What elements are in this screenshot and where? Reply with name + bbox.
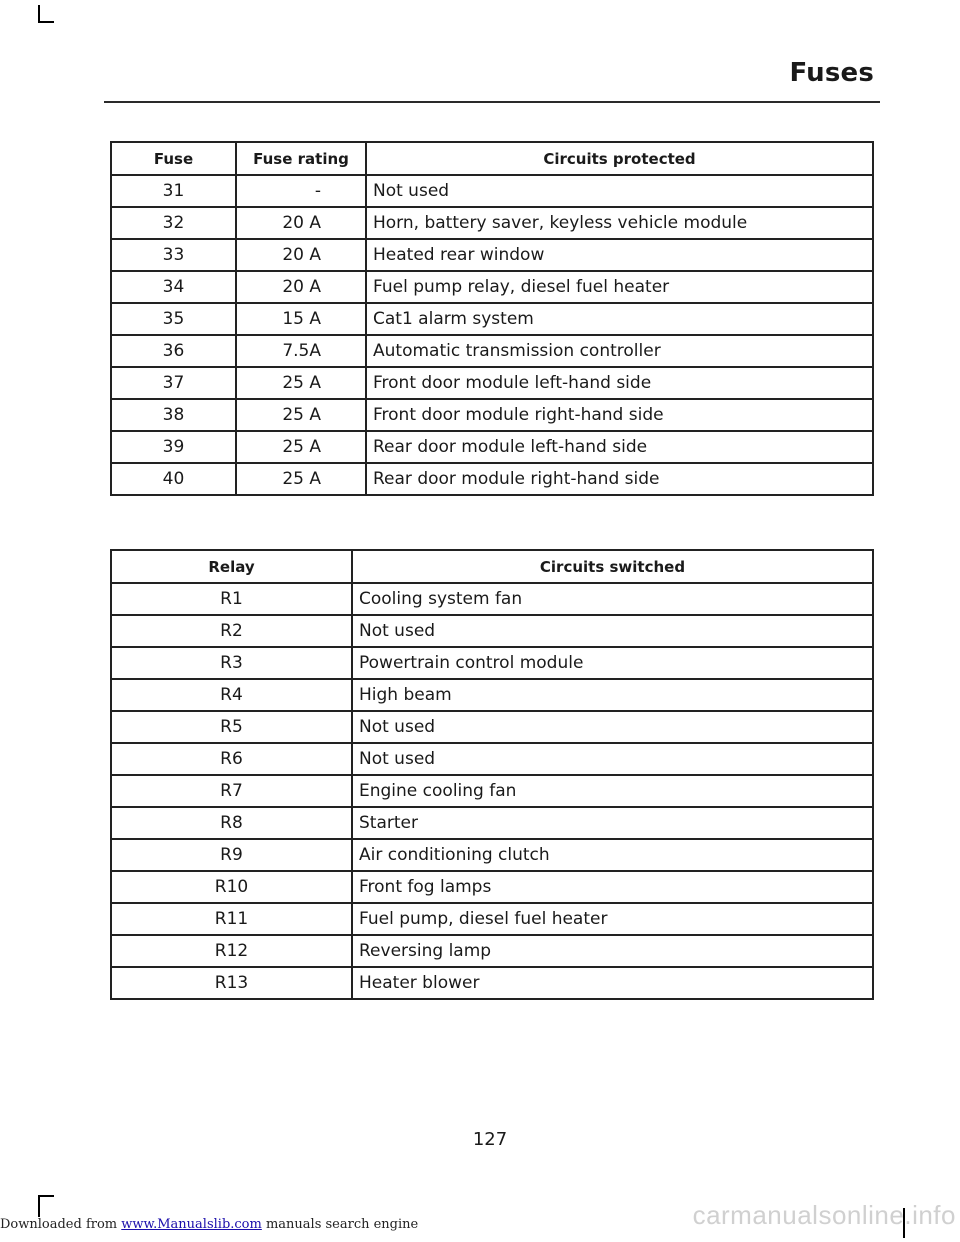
relay-table xyxy=(110,549,874,1000)
circuit-cell: Front fog lamps xyxy=(352,871,873,903)
fuse-number-cell: 39 xyxy=(111,431,236,463)
fuse-rating-cell: - xyxy=(236,175,366,207)
relay-id-cell: R11 xyxy=(111,903,352,935)
circuit-cell: Heater blower xyxy=(352,967,873,999)
table-row xyxy=(111,239,873,271)
page-number: 127 xyxy=(472,1129,508,1150)
table-row xyxy=(111,903,873,935)
relay-id-cell: R5 xyxy=(111,711,352,743)
table-row xyxy=(111,583,873,615)
table-row xyxy=(111,335,873,367)
fuse-table xyxy=(110,141,874,496)
table-row xyxy=(111,431,873,463)
crop-mark xyxy=(38,21,54,23)
circuit-cell: Powertrain control module xyxy=(352,647,873,679)
circuit-cell: Not used xyxy=(352,711,873,743)
circuit-cell: Not used xyxy=(352,743,873,775)
circuit-cell: Horn, battery saver, keyless vehicle module xyxy=(366,207,873,239)
table-row xyxy=(111,647,873,679)
circuit-cell: Front door module left-hand side xyxy=(366,367,873,399)
fuse-rating-cell: 25 A xyxy=(236,367,366,399)
fuse-rating-cell: 15 A xyxy=(236,303,366,335)
download-footer xyxy=(0,1217,418,1232)
relay-id-cell: R7 xyxy=(111,775,352,807)
column-header-circuits-protected: Circuits protected xyxy=(366,142,873,175)
relay-id-cell: R9 xyxy=(111,839,352,871)
circuit-cell: Rear door module left-hand side xyxy=(366,431,873,463)
table-row xyxy=(111,207,873,239)
footer-prefix: Downloaded from xyxy=(0,1217,122,1232)
relay-id-cell: R13 xyxy=(111,967,352,999)
fuse-rating-cell: 20 A xyxy=(236,239,366,271)
table-row xyxy=(111,871,873,903)
column-header-relay: Relay xyxy=(111,550,352,583)
fuse-number-cell: 40 xyxy=(111,463,236,495)
relay-id-cell: R6 xyxy=(111,743,352,775)
table-row xyxy=(111,775,873,807)
circuit-cell: Rear door module right-hand side xyxy=(366,463,873,495)
fuse-number-cell: 35 xyxy=(111,303,236,335)
fuse-number-cell: 32 xyxy=(111,207,236,239)
circuit-cell: Cat1 alarm system xyxy=(366,303,873,335)
table-row xyxy=(111,303,873,335)
table-row xyxy=(111,271,873,303)
fuse-rating-cell: 25 A xyxy=(236,399,366,431)
fuse-number-cell: 36 xyxy=(111,335,236,367)
table-row xyxy=(111,399,873,431)
fuse-rating-cell: 25 A xyxy=(236,463,366,495)
watermark: carmanualsonline.info xyxy=(692,1200,956,1230)
fuse-rating-cell: 7.5A xyxy=(236,335,366,367)
circuit-cell: Air conditioning clutch xyxy=(352,839,873,871)
crop-mark xyxy=(38,1195,54,1197)
table-row xyxy=(111,615,873,647)
relay-id-cell: R1 xyxy=(111,583,352,615)
relay-id-cell: R10 xyxy=(111,871,352,903)
fuse-number-cell: 37 xyxy=(111,367,236,399)
table-row xyxy=(111,839,873,871)
column-header-fuse-rating: Fuse rating xyxy=(236,142,366,175)
fuse-rating-cell: 25 A xyxy=(236,431,366,463)
table-row xyxy=(111,935,873,967)
table-row xyxy=(111,367,873,399)
column-header-fuse: Fuse xyxy=(111,142,236,175)
relay-id-cell: R8 xyxy=(111,807,352,839)
circuit-cell: Automatic transmission controller xyxy=(366,335,873,367)
manualslib-link[interactable]: www.Manualslib.com xyxy=(121,1217,262,1232)
circuit-cell: Starter xyxy=(352,807,873,839)
relay-id-cell: R3 xyxy=(111,647,352,679)
table-header-row xyxy=(111,550,873,583)
fuse-number-cell: 38 xyxy=(111,399,236,431)
circuit-cell: Fuel pump, diesel fuel heater xyxy=(352,903,873,935)
table-row xyxy=(111,463,873,495)
table-row xyxy=(111,807,873,839)
title-divider xyxy=(104,101,880,103)
fuse-number-cell: 34 xyxy=(111,271,236,303)
table-row xyxy=(111,175,873,207)
circuit-cell: High beam xyxy=(352,679,873,711)
table-row xyxy=(111,743,873,775)
crop-mark xyxy=(38,1195,40,1217)
circuit-cell: Cooling system fan xyxy=(352,583,873,615)
table-header-row xyxy=(111,142,873,175)
relay-id-cell: R12 xyxy=(111,935,352,967)
circuit-cell: Front door module right-hand side xyxy=(366,399,873,431)
table-row xyxy=(111,711,873,743)
relay-id-cell: R4 xyxy=(111,679,352,711)
footer-suffix: manuals search engine xyxy=(261,1217,419,1232)
fuse-number-cell: 33 xyxy=(111,239,236,271)
circuit-cell: Engine cooling fan xyxy=(352,775,873,807)
table-row xyxy=(111,679,873,711)
circuit-cell: Not used xyxy=(366,175,873,207)
circuit-cell: Not used xyxy=(352,615,873,647)
column-header-circuits-switched: Circuits switched xyxy=(352,550,873,583)
table-row xyxy=(111,967,873,999)
fuse-rating-cell: 20 A xyxy=(236,271,366,303)
circuit-cell: Reversing lamp xyxy=(352,935,873,967)
fuse-rating-cell: 20 A xyxy=(236,207,366,239)
page-title: Fuses xyxy=(789,58,874,88)
relay-id-cell: R2 xyxy=(111,615,352,647)
fuse-number-cell: 31 xyxy=(111,175,236,207)
circuit-cell: Heated rear window xyxy=(366,239,873,271)
circuit-cell: Fuel pump relay, diesel fuel heater xyxy=(366,271,873,303)
